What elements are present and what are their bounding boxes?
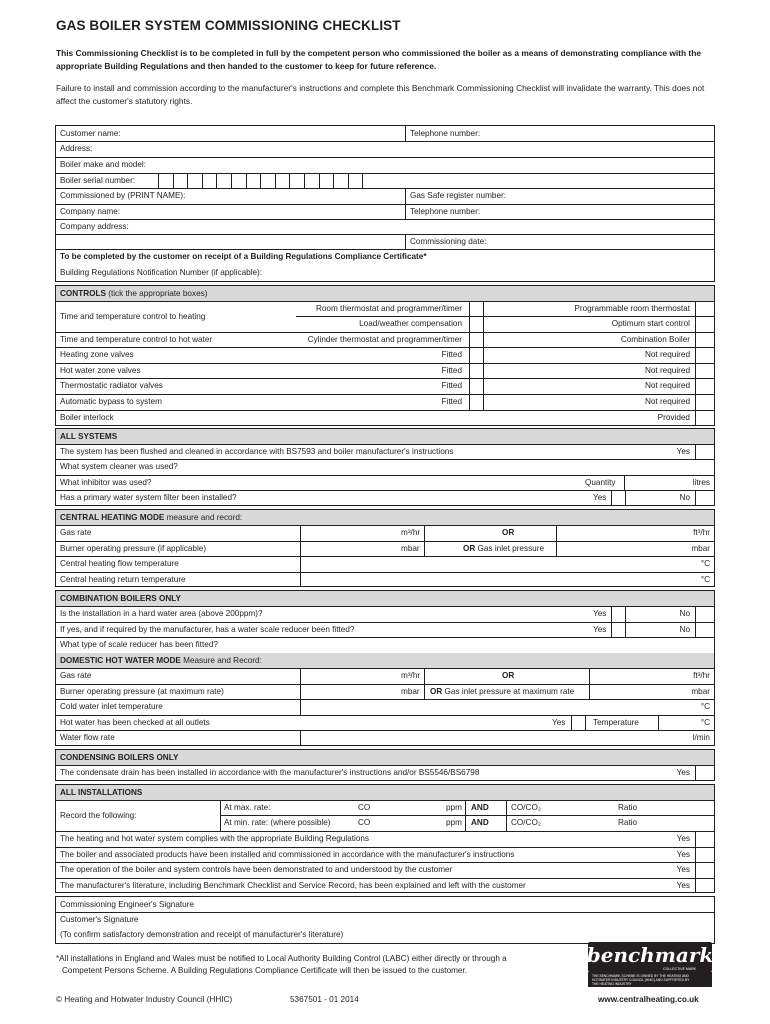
co-label: CO [358,818,371,827]
commissioning-date-label: Commissioning date: [410,237,487,246]
address-label: Address: [60,144,93,153]
serial-box-divider [158,173,159,188]
fitted-checkbox[interactable] [469,347,484,363]
not-required-checkbox[interactable] [695,363,696,378]
controls-header [56,286,714,302]
condensate-checkbox[interactable] [695,765,696,780]
flushed-checkbox[interactable] [695,444,696,459]
commissioning-date-row[interactable] [56,234,714,250]
heating-zone-label: Heating zone valves [60,350,134,359]
not-required-checkbox[interactable] [695,378,696,394]
heating-control-row [56,301,714,333]
central-heating-note: measure and record: [164,513,243,522]
regs-row [56,831,714,848]
deg-c-unit: °C [700,559,710,568]
gas-safe-label: Gas Safe register number: [410,191,507,200]
optimum-start-label: Optimum start control [611,319,690,328]
scale-type-row[interactable] [56,637,714,654]
hot-water-control-row [56,332,714,348]
all-systems-section [55,428,715,506]
or-label: OR [463,544,476,553]
hard-water-label: Is the installation in a hard water area (above 200ppm)? [60,609,263,618]
confirm-label: (To confirm satisfactory demonstration and receipt of manufacturer's literature) [60,930,344,939]
record-label: Record the following: [60,811,137,820]
mbar-unit: mbar [691,687,710,696]
serial-box-divider [362,173,363,188]
m3hr-unit: m³/hr [401,528,421,537]
fitted-checkbox[interactable] [469,378,484,394]
serial-box-divider [202,173,203,188]
bypass-label: Automatic bypass to system [60,397,162,406]
website-link[interactable]: www.centralheating.co.uk [598,995,699,1004]
serial-box-divider [348,173,349,188]
outlets-yes-checkbox[interactable] [571,715,586,730]
combination-header [56,591,714,607]
or-label: OR [430,687,443,696]
not-required-label: Not required [644,366,690,375]
condensing-header [56,750,714,766]
operation-row [56,862,714,879]
engineer-signature-row[interactable] [56,897,714,913]
boiler-installed-label: The boiler and associated products have been installed and commissioned in accordance with the manufacturer's instructions [60,850,515,859]
no-label: No [679,609,690,618]
gas-inlet-max-label: Gas inlet pressure at maximum rate [442,687,575,696]
hot-water-zone-label: Hot water zone valves [60,366,141,375]
dhw-gas-rate-row[interactable] [56,668,714,685]
combination-section [55,590,715,746]
serial-box-divider [333,173,334,188]
cylinder-thermostat-checkbox[interactable] [469,332,484,347]
company-address-label: Company address: [60,222,129,231]
commissioned-by-row[interactable] [56,188,714,205]
or-label: OR [502,671,515,680]
serial-box-divider [246,173,247,188]
fitted-label: Fitted [441,397,462,406]
cylinder-thermostat-label: Cylinder thermostat and programmer/timer [307,335,462,344]
scale-reducer-no-checkbox[interactable] [695,622,696,637]
flow-rate-row[interactable] [56,730,714,745]
yes-label: Yes [676,865,690,874]
trv-row [56,378,714,395]
yes-label: Yes [552,718,566,727]
no-label: No [679,625,690,634]
ch-flow-temp-label: Central heating flow temperature [60,559,179,568]
company-name-label: Company name: [60,207,121,216]
condensing-section [55,749,715,781]
benchmark-logo [586,942,714,988]
deg-c-unit: °C [700,575,710,584]
and-label: AND [471,818,489,827]
cold-inlet-label: Cold water inlet temperature [60,702,163,711]
provided-label: Provided [657,413,690,422]
not-required-checkbox[interactable] [695,394,696,410]
footnote-line-2: Competent Persons Scheme. A Building Regulations Compliance Certificate will then be issued to the customer. [62,966,468,975]
controls-header-note: (tick the appropriate boxes) [105,289,208,298]
filter-label: Has a primary water system filter been installed? [60,493,237,502]
interlock-row [56,410,714,425]
co-co2-label: CO/CO₂ [511,818,542,827]
heating-zone-row [56,347,714,364]
gas-inlet-label: Gas inlet pressure [475,544,544,553]
logo-tagline: COLLECTIVE MARK [663,967,696,971]
programmable-thermostat-label: Programmable room thermostat [574,304,690,313]
cleaner-label: What system cleaner was used? [60,462,178,471]
ratio-label: Ratio [618,803,638,812]
ch-flow-temp-row[interactable] [56,556,714,573]
filter-no-checkbox[interactable] [695,490,696,505]
dhw-header [56,653,714,669]
hot-water-control-label: Time and temperature control to hot water [60,335,213,344]
heating-control-label: Time and temperature control to heating [60,312,206,321]
dhw-note: Measure and Record: [180,656,262,665]
max-rate-label: At max. rate: [224,803,271,812]
co-co2-label: CO/CO₂ [511,803,542,812]
filter-row [56,490,714,505]
hard-water-yes-checkbox[interactable] [611,606,626,622]
boiler-make-label: Boiler make and model: [60,160,147,169]
mbar-unit: mbar [691,544,710,553]
bypass-row [56,394,714,411]
all-systems-header [56,429,714,445]
yes-label: Yes [593,493,607,502]
company-address-row[interactable] [56,219,714,235]
flushed-label: The system has been flushed and cleaned in accordance with BS7593 and boiler manufacturer's instructions [60,447,454,456]
boiler-serial-row [56,173,714,189]
ratio-label: Ratio [618,818,638,827]
dhw-title: DOMESTIC HOT WATER MODE [60,656,181,665]
regs-checkbox[interactable] [695,831,696,847]
hard-water-row [56,606,714,623]
combination-boiler-checkbox[interactable] [695,332,696,347]
intro-bold: This Commissioning Checklist is to be completed in full by the competent person who commissioned the boiler as a means of demonstrating compliance with the appropriate Building Regulations and then handed to the customer to keep for future reference. [56,48,701,71]
yes-label: Yes [676,850,690,859]
yes-label: Yes [593,625,607,634]
scale-type-label: What type of scale reducer has been fitted? [60,640,218,649]
combination-title: COMBINATION BOILERS ONLY [60,594,181,603]
literature-checkbox[interactable] [695,878,696,893]
all-installations-header [56,785,714,801]
serial-box-divider [187,173,188,188]
flow-rate-label: Water flow rate [60,733,115,742]
mbar-unit: mbar [401,687,420,696]
provided-checkbox[interactable] [695,410,696,425]
deg-c-unit: °C [700,702,710,711]
company-name-row[interactable] [56,204,714,220]
dhw-gas-rate-label: Gas rate [60,671,92,680]
condensing-title: CONDENSING BOILERS ONLY [60,753,179,762]
customer-signature-label: Customer's Signature [60,915,139,924]
copyright: © Heating and Hotwater Industry Council (HHIC) [56,995,233,1004]
telephone-label: Telephone number: [410,129,481,138]
logo-small-print-3: THE HEATING INDUSTRY [592,982,632,986]
page-title: GAS BOILER SYSTEM COMMISSIONING CHECKLIST [56,18,401,33]
all-systems-title: ALL SYSTEMS [60,432,118,441]
logo-small-print-2: HOTWATER INDUSTRY COUNCIL (HHIC) AND SUPPORTED BY [592,978,690,982]
ch-gas-rate-label: Gas rate [60,528,92,537]
yes-label: Yes [593,609,607,618]
fitted-checkbox[interactable] [469,363,484,378]
yes-label: Yes [676,447,690,456]
dhw-burner-pressure-row[interactable] [56,684,714,700]
engineer-signature-label: Commissioning Engineer's Signature [60,900,194,909]
serial-box-divider [289,173,290,188]
temperature-label: Temperature [593,718,639,727]
serial-box-divider [319,173,320,188]
ch-gas-rate-row[interactable] [56,525,714,542]
intro-text: Failure to install and commission according to the manufacturer's instructions and complete this Benchmark Commissioning Checklist will invalidate the warranty. This does not affect the customer's statutory rights. [56,83,705,106]
and-label: AND [471,803,489,812]
logo-small-print-1: THE BENCHMARK SCHEME IS OWNED BY THE HEATING AND [592,974,689,978]
operation-checkbox[interactable] [695,862,696,878]
outlets-row [56,715,714,731]
no-label: No [679,493,690,502]
litres-label: litres [692,478,710,487]
trv-label: Thermostatic radiator valves [60,381,163,390]
confirm-row [56,928,714,943]
serial-box-divider [216,173,217,188]
m3hr-unit: m³/hr [401,671,421,680]
address-row[interactable] [56,141,714,158]
not-required-label: Not required [644,397,690,406]
heating-checkbox-right[interactable] [695,301,696,332]
serial-box-divider [173,173,174,188]
ppm-unit: ppm [446,803,462,812]
footnote-line-1: *All installations in England and Wales must be notified to Local Authority Building Control (LABC) either directly or through a [56,954,507,963]
ppm-unit: ppm [446,818,462,827]
scale-reducer-row [56,622,714,638]
boiler-installed-row [56,847,714,863]
commissioned-by-label: Commissioned by (PRINT NAME): [60,191,186,200]
boiler-installed-checkbox[interactable] [695,847,696,862]
scale-reducer-label: If yes, and if required by the manufacturer, has a water scale reducer been fitted? [60,625,355,634]
filter-yes-checkbox[interactable] [611,490,626,505]
building-regs-row[interactable] [56,265,714,281]
load-weather-label: Load/weather compensation [359,319,462,328]
fitted-label: Fitted [441,350,462,359]
heating-checkbox-column[interactable] [469,301,484,332]
deg-c-unit: °C [700,718,710,727]
not-required-label: Not required [644,381,690,390]
controls-header-title: CONTROLS [60,289,106,298]
controls-section [55,285,715,426]
boiler-make-row[interactable] [56,157,714,174]
condensate-row [56,765,714,780]
central-heating-section [55,509,715,587]
document-number: 5367501 - 01 2014 [290,995,359,1004]
ch-burner-pressure-label: Burner operating pressure (if applicable) [60,544,207,553]
signatures-section [55,896,715,944]
quantity-label: Quantity [585,478,616,487]
fitted-checkbox[interactable] [469,394,484,410]
benchmark-logo-graphic [586,942,714,988]
customer-details-section [55,125,715,282]
hot-water-zone-row [56,363,714,379]
mbar-unit: mbar [401,544,420,553]
combination-boiler-label: Combination Boiler [620,335,690,344]
all-installations-title: ALL INSTALLATIONS [60,788,143,797]
fitted-label: Fitted [441,366,462,375]
ch-return-temp-row[interactable] [56,572,714,587]
building-regs-label: Building Regulations Notification Number (if applicable): [60,268,263,277]
not-required-label: Not required [644,350,690,359]
interlock-label: Boiler interlock [60,413,114,422]
customer-name-label: Customer name: [60,129,121,138]
customer-name-row[interactable] [56,126,714,142]
literature-label: The manufacturer's literature, including Benchmark Checklist and Service Record, has been explained and left with the customer [60,881,526,890]
ft3hr-unit: ft³/hr [693,528,710,537]
hard-water-no-checkbox[interactable] [695,606,696,622]
scale-reducer-yes-checkbox[interactable] [611,622,626,637]
central-heating-title: CENTRAL HEATING MODE [60,513,165,522]
ch-return-temp-label: Central heating return temperature [60,575,186,584]
record-row [56,800,714,832]
flushed-row [56,444,714,460]
operation-label: The operation of the boiler and system controls have been demonstrated to and understood by the customer [60,865,453,874]
customer-note: To be completed by the customer on receipt of a Building Regulations Compliance Certificate* [60,252,427,261]
customer-note-row [56,249,714,265]
outlets-label: Hot water has been checked at all outlets [60,718,210,727]
all-installations-section [55,784,715,893]
literature-row [56,878,714,893]
yes-label: Yes [676,834,690,843]
logo-wordmark: benchmark [586,943,714,967]
dhw-burner-pressure-label: Burner operating pressure (at maximum rate) [60,687,224,696]
cleaner-row[interactable] [56,459,714,476]
company-telephone-label: Telephone number: [410,207,481,216]
serial-box-divider [275,173,276,188]
lmin-unit: l/min [692,733,710,742]
inhibitor-row[interactable] [56,475,714,491]
ch-burner-pressure-row[interactable] [56,541,714,557]
or-label: OR [502,528,515,537]
room-thermostat-label: Room thermostat and programmer/timer [315,304,462,313]
regs-label: The heating and hot water system complies with the appropriate Building Regulations [60,834,370,843]
central-heating-header [56,510,714,526]
co-label: CO [358,803,371,812]
cold-inlet-row[interactable] [56,699,714,716]
boiler-serial-label: Boiler serial number: [60,176,136,185]
yes-label: Yes [676,768,690,777]
ft3hr-unit: ft³/hr [693,671,710,680]
customer-signature-row[interactable] [56,912,714,928]
fitted-label: Fitted [441,381,462,390]
condensate-label: The condensate drain has been installed in accordance with the manufacturer's instructions and/or BS5546/BS6798 [60,768,480,777]
serial-box-divider [260,173,261,188]
serial-box-divider [231,173,232,188]
serial-box-divider [304,173,305,188]
yes-label: Yes [676,881,690,890]
inhibitor-label: What inhibitor was used? [60,478,152,487]
min-rate-label: At min. rate: (where possible) [224,818,331,827]
not-required-checkbox[interactable] [695,347,696,363]
